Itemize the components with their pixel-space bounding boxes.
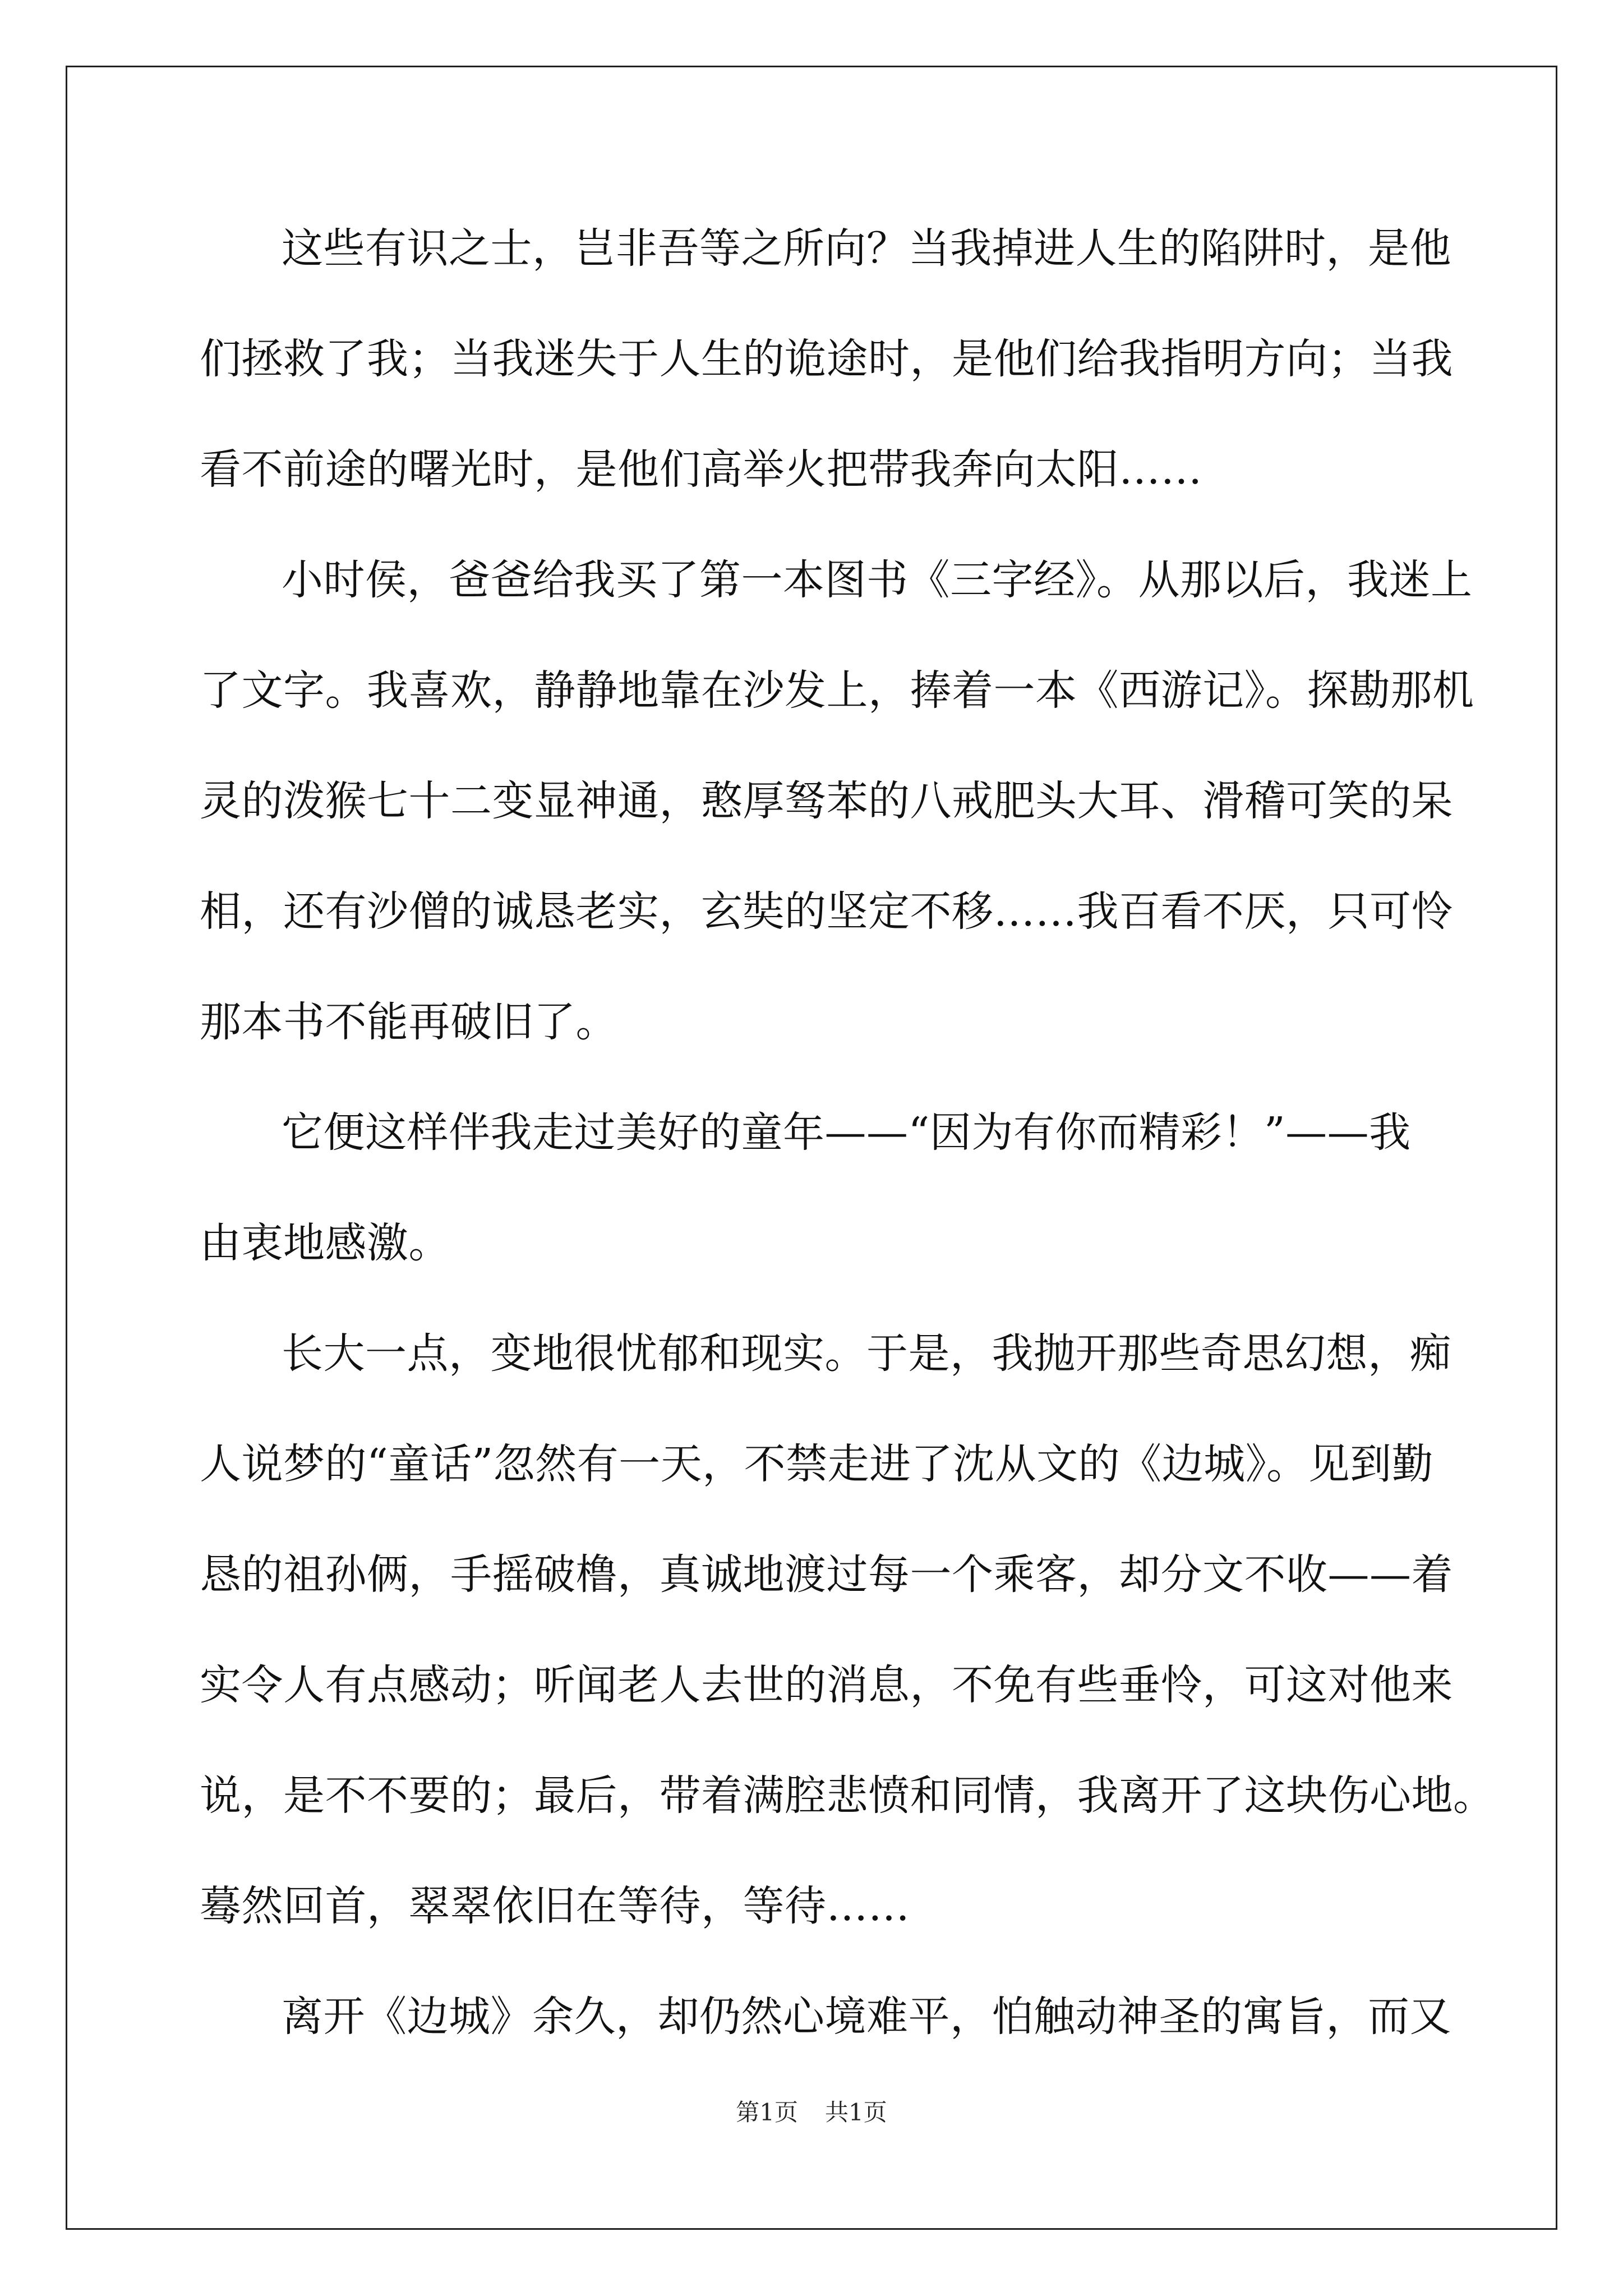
- page-number-current: 第1页: [736, 2099, 798, 2126]
- text-line: 人说梦的“童话”忽然有一天，不禁走进了沈从文的《边城》。见到勤: [200, 1440, 1434, 1488]
- page-footer: [0, 2096, 1623, 2129]
- text-line: 们拯救了我；当我迷失于人生的诡途时，是他们给我指明方向；当我: [200, 335, 1453, 383]
- text-line: 相，还有沙僧的诚恳老实，玄奘的坚定不移……我百看不厌，只可怜: [200, 887, 1453, 936]
- text-line: 这些有识之士，岂非吾等之所向？当我掉进人生的陷阱时，是他: [282, 224, 1451, 273]
- page-number-total: 共1页: [825, 2099, 887, 2126]
- text-line: 恳的祖孙俩，手摇破橹，真诚地渡过每一个乘客，却分文不收——着: [200, 1550, 1453, 1599]
- text-line: 它便这样伴我走过美好的童年——“因为有你而精彩！”——我: [282, 1108, 1411, 1157]
- text-line: 看不前途的曙光时，是他们高举火把带我奔向太阳……: [200, 445, 1202, 494]
- text-line: 实令人有点感动；听闻老人去世的消息，不免有些垂怜，可这对他来: [200, 1661, 1453, 1709]
- text-line: 那本书不能再破旧了。: [200, 998, 617, 1046]
- text-line: 了文字。我喜欢，静静地靠在沙发上，捧着一本《西游记》。探勘那机: [200, 666, 1474, 715]
- text-line: 小时侯，爸爸给我买了第一本图书《三字经》。从那以后，我迷上: [282, 556, 1473, 604]
- text-line: 长大一点，变地很忧郁和现实。于是，我抛开那些奇思幻想，痴: [282, 1329, 1451, 1378]
- text-line: 离开《边城》余久，却仍然心境难平，怕触动神圣的寓旨，而又: [282, 1993, 1451, 2041]
- text-line: 由衷地感激。: [200, 1219, 450, 1267]
- text-line: 说，是不不要的；最后，带着满腔悲愤和同情，我离开了这块伤心地。: [200, 1772, 1495, 1820]
- text-line: 灵的泼猴七十二变显神通，憨厚驽苯的八戒肥头大耳、滑稽可笑的呆: [200, 777, 1453, 825]
- text-line: 蓦然回首，翠翠依旧在等待，等待……: [200, 1882, 910, 1930]
